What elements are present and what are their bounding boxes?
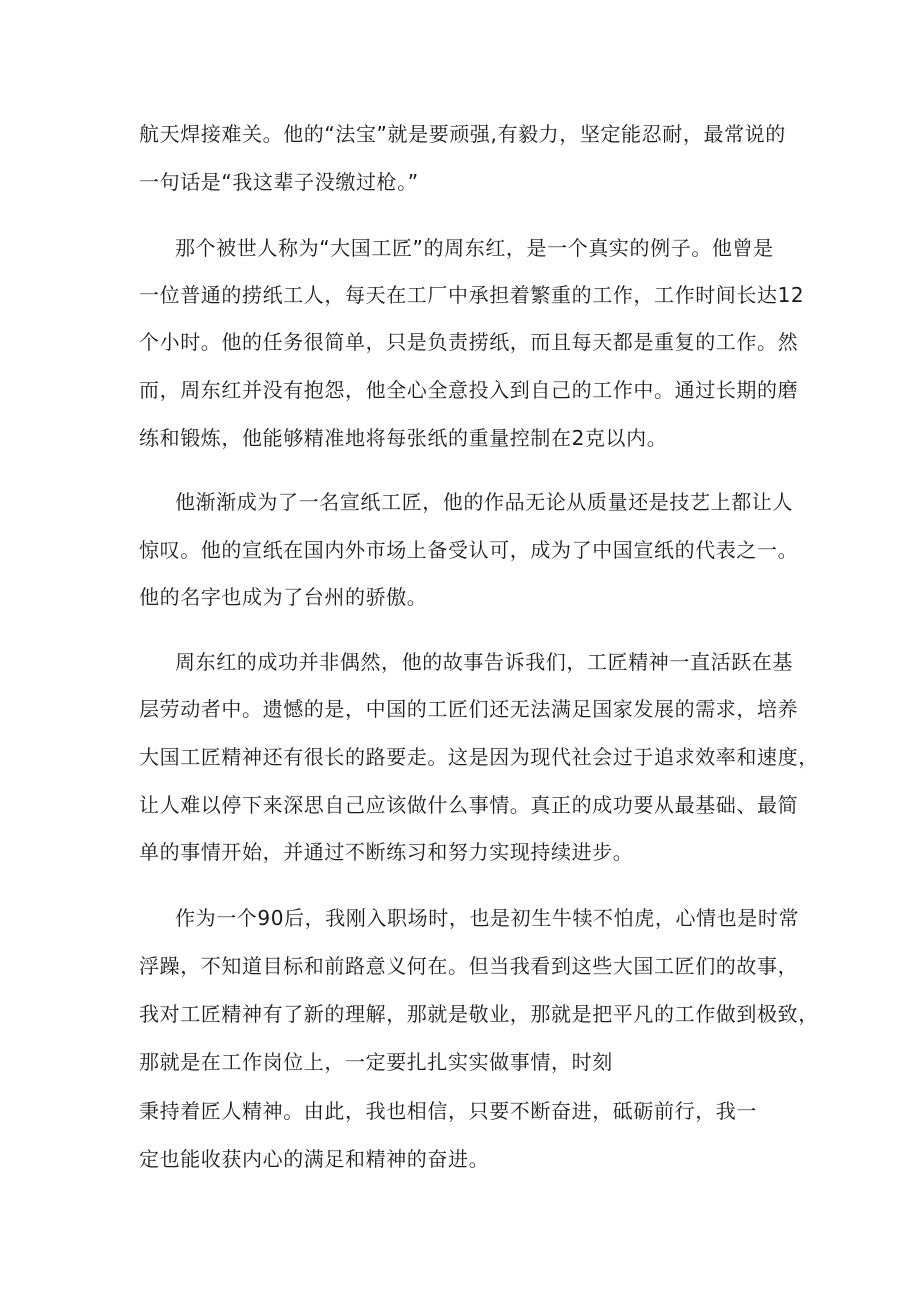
text-line: 那个被世人称为“大国工匠”的周东红，是一个真实的例子。他曾是 bbox=[175, 236, 774, 260]
text-line: 周东红的成功并非偶然，他的故事告诉我们，工匠精神一直活跃在基 bbox=[175, 650, 793, 674]
text-line: 层劳动者中。遗憾的是，中国的工匠们还无法满足国家发展的需求，培养 bbox=[139, 697, 799, 721]
text-line: 一句话是“我这辈子没缴过枪。” bbox=[139, 170, 419, 194]
text-line: 惊叹。他的宣纸在国内外市场上备受认可，成为了中国宣纸的代表之一。 bbox=[139, 538, 799, 562]
text-line: 我对工匠精神有了新的理解，那就是敬业，那就是把平凡的工作做到极致， bbox=[139, 1002, 819, 1026]
text-line: 单的事情开始，并通过不断练习和努力实现持续进步。 bbox=[139, 840, 634, 864]
text-line: 秉持着匠人精神。由此，我也相信，只要不断奋进，砥砺前行，我一 bbox=[139, 1099, 757, 1123]
text-line: 大国工匠精神还有很长的路要走。这是因为现代社会过于追求效率和速度， bbox=[139, 745, 819, 769]
text-line: 他渐渐成为了一名宣纸工匠，他的作品无论从质量还是技艺上都让人 bbox=[175, 490, 793, 514]
text-line: 让人难以停下来深思自己应该做什么事情。真正的成功要从最基础、最简 bbox=[139, 793, 799, 817]
text-line: 一位普通的捞纸工人，每天在工厂中承担着繁重的工作，工作时间长达12 bbox=[139, 283, 805, 307]
text-line: 而，周东红并没有抱怨，他全心全意投入到自己的工作中。通过长期的磨 bbox=[139, 378, 799, 402]
text-line: 他的名字也成为了台州的骄傲。 bbox=[139, 585, 428, 609]
text-line: 定也能收获内心的满足和精神的奋进。 bbox=[139, 1147, 490, 1171]
text-line: 个小时。他的任务很简单，只是负责捞纸，而且每天都是重复的工作。然 bbox=[139, 330, 799, 354]
text-line: 练和锻炼，他能够精准地将每张纸的重量控制在2克以内。 bbox=[139, 426, 668, 450]
text-line: 作为一个90后，我刚入职场时，也是初生牛犊不怕虎，心情也是时常 bbox=[175, 906, 800, 930]
text-line: 航天焊接难关。他的“法宝”就是要顽强,有毅力，坚定能忍耐，最常说的 bbox=[139, 122, 786, 146]
text-line: 浮躁，不知道目标和前路意义何在。但当我看到这些大国工匠们的故事， bbox=[139, 954, 799, 978]
text-line: 那就是在工作岗位上，一定要扎扎实实做事情，时刻 bbox=[139, 1050, 613, 1074]
